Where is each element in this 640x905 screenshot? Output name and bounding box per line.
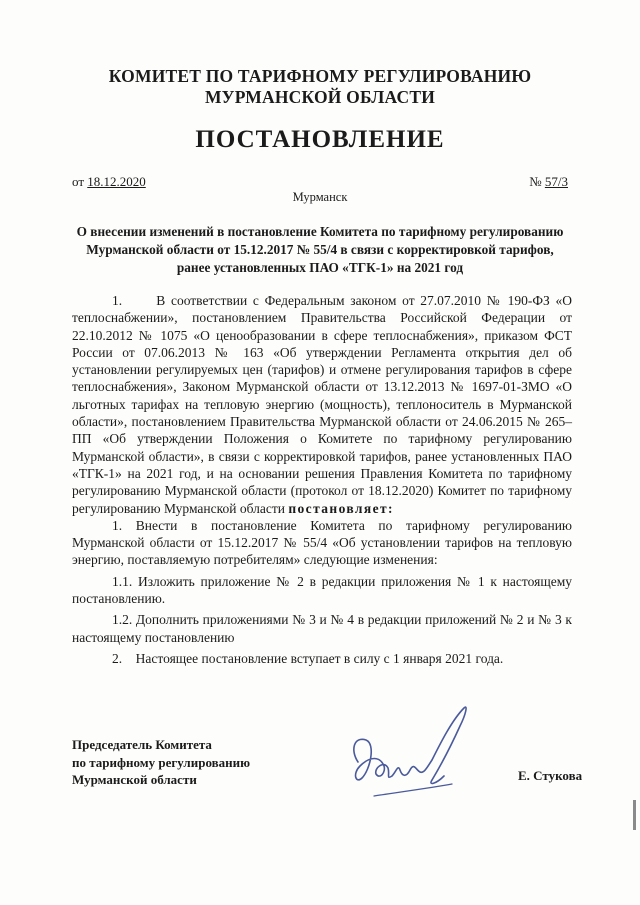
document-subject: О внесении изменений в постановление Комитета по тарифному регулированию Мурманской области от 15.12.2017 № 55/4 в связи с корректировкой тарифов, ранее установленных ПАО «ТГК-1» на 2021 год: [76, 224, 564, 275]
org-line-2: МУРМАНСКОЙ ОБЛАСТИ: [204, 87, 436, 107]
document-type: ПОСТАНОВЛЕНИЕ: [195, 126, 445, 153]
city: Мурманск: [292, 190, 348, 204]
organization-title: [60, 66, 580, 108]
org-line-1: КОМИТЕТ ПО ТАРИФНОМУ РЕГУЛИРОВАНИЮ: [108, 66, 532, 86]
date-value: 18.12.2020: [87, 174, 146, 189]
position-line-3: Мурманской области: [72, 772, 197, 787]
document-body: [72, 292, 572, 667]
document-number: [529, 174, 568, 190]
item-2: 2. Настоящее постановление вступает в силу с 1 января 2021 года.: [112, 650, 504, 666]
date-prefix: от: [72, 174, 85, 189]
document-date: [72, 174, 146, 190]
scan-edge-mark: [633, 800, 636, 830]
item-1-1: 1.1. Изложить приложение № 2 в редакции приложения № 1 к настоящему постановлению.: [72, 573, 572, 607]
preamble-text: 1. В соответствии с Федеральным законом от 27.07.2010 № 190-ФЗ «О теплоснабжении», постановлением Правительства Российской Федерации от 22.10.2012 № 1075 «О ценообразовании в сфере теплоснабжения», приказом ФСТ России от 07.06.2013 № 163 «Об утверждении Регламента открытия дел об установлении регулируемых цен (тарифов) и отмене регулирования тарифов в сфере теплоснабжения», Законом Мурманской области от 13.12.2013 № 1697-01-ЗМО «О льготных тарифах на тепловую энергию (мощность), теплоноситель в Мурманской области», постановлением Правительства Мурманской области от 24.06.2015 № 265–ПП «Об утверждении Положения о Комитете по тарифному регулированию Мурманской области», в связи с корректировкой тарифов, ранее установленных ПАО «ТГК-1» на 2021 год, и на основании решения Правления Комитета по тарифному регулированию Мурманской области (протокол от 18.12.2020) Комитет по тарифному регулированию Мурманской области: [72, 293, 572, 516]
decree-word: постановляет:: [288, 500, 394, 516]
signatory-name: Е. Стукова: [518, 768, 583, 783]
signatory-position: [72, 736, 250, 789]
item-1: 1. Внести в постановление Комитета по тарифному регулированию Мурманской области от 15.12.2017 № 55/4 «Об установлении тарифов на тепловую энергию, поставляемую потребителям» следующие изменения:: [72, 517, 572, 568]
signature-underline: [374, 784, 452, 796]
number-value: 57/3: [544, 174, 568, 189]
item-1-2: 1.2. Дополнить приложениями № 3 и № 4 в редакции приложений № 2 и № 3 к настоящему постановлению: [72, 612, 572, 645]
preamble-paragraph: [72, 292, 572, 517]
position-line-2: по тарифному регулированию: [72, 754, 251, 770]
signature-stroke: [354, 707, 466, 783]
handwritten-signature: [340, 700, 480, 810]
position-line-1: Председатель Комитета: [72, 737, 212, 752]
number-prefix: №: [529, 174, 542, 189]
